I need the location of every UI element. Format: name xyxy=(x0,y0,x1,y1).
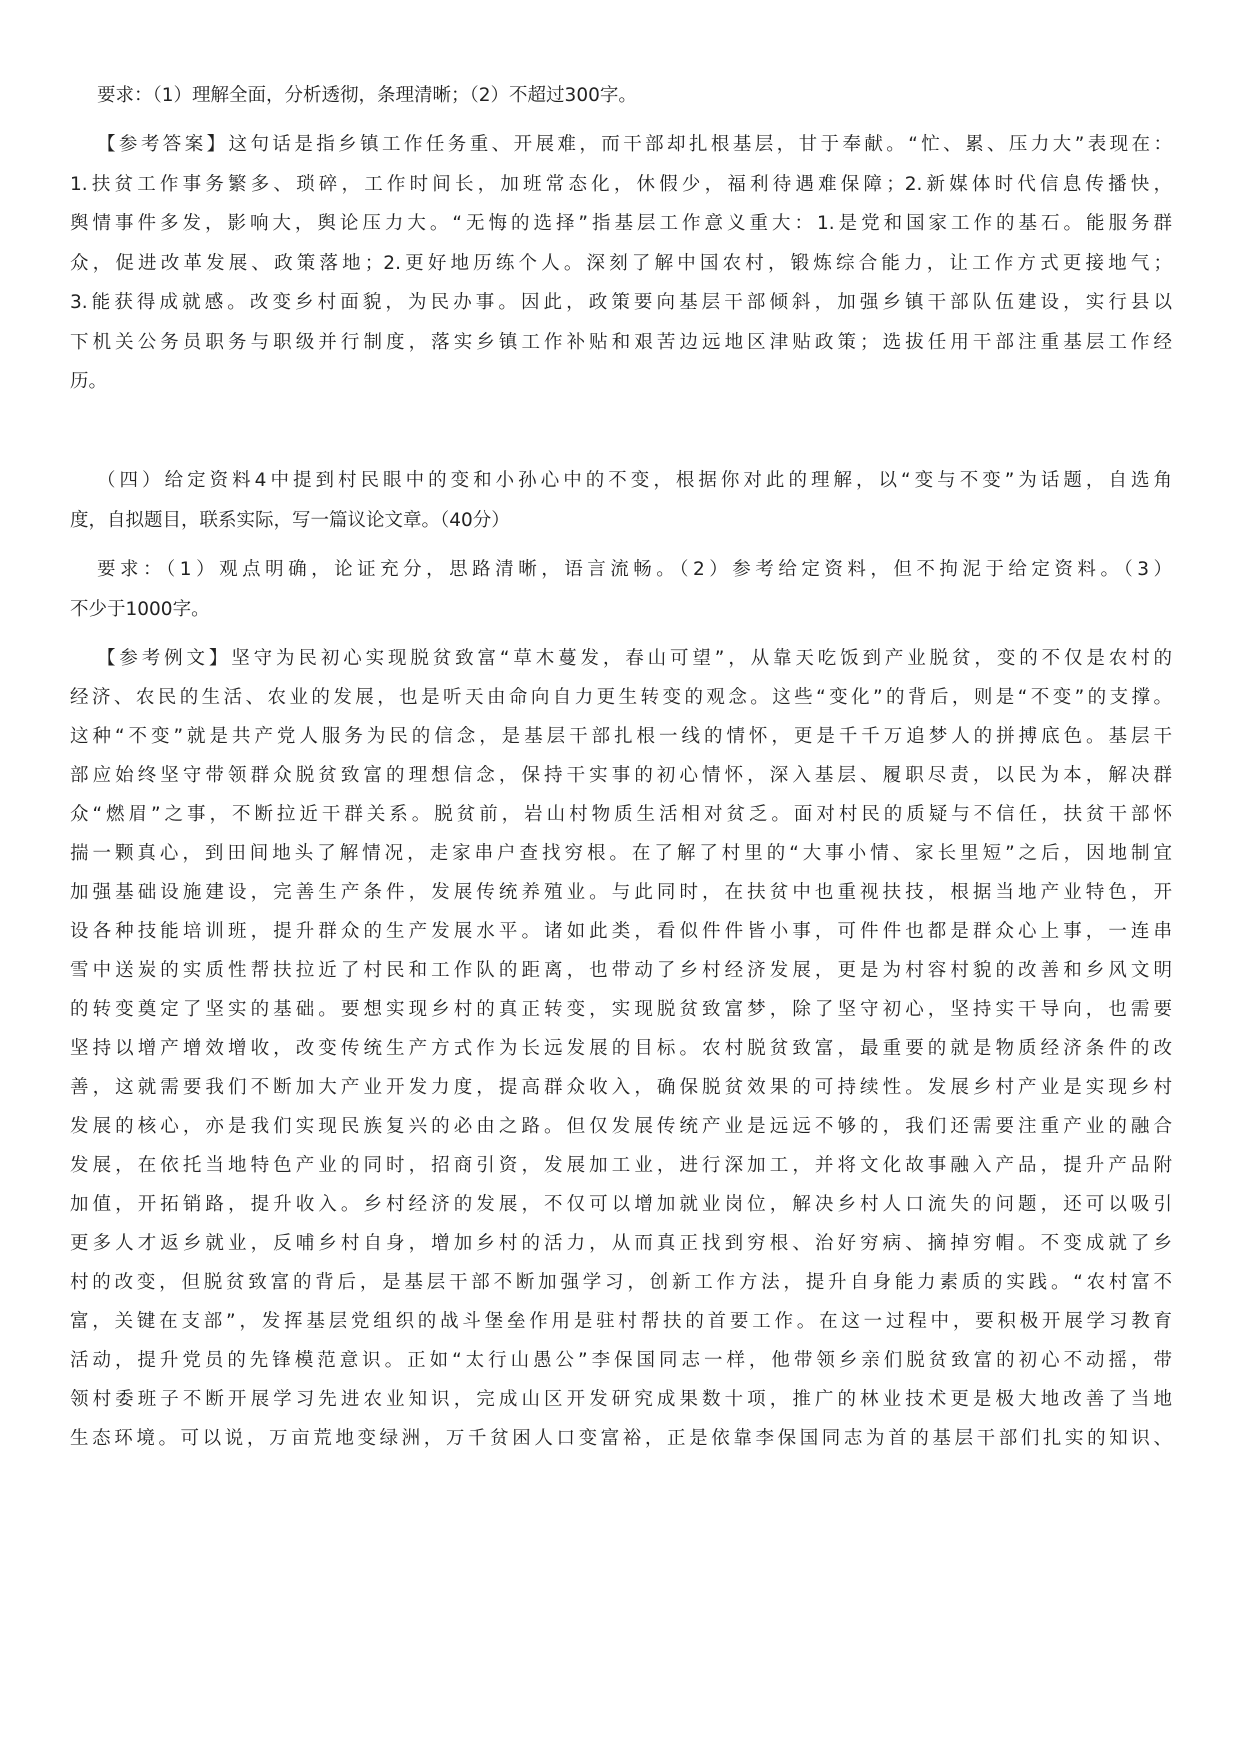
text-line: 经济、农民的生活、农业的发展，也是听天由命向自力更生转变的观念。这些“变化”的背后，则是“不变”的支撑。 xyxy=(70,687,1172,708)
text-line: 雪中送炭的实质性帮扶拉近了村民和工作队的距离，也带动了乡村经济发展，更是为村容村貌的改善和乡风文明 xyxy=(70,960,1172,981)
text-line: 舆情事件多发，影响大，舆论压力大。“无悔的选择”指基层工作意义重大：1.是党和国家工作的基石。能服务群 xyxy=(70,213,1172,234)
text-line: 众“燃眉”之事，不断拉近干群关系。脱贫前，岩山村物质生活相对贫乏。面对村民的质疑与不信任，扶贫干部怀 xyxy=(70,804,1172,825)
text-line: 要求：（1）观点明确，论证充分，思路清晰，语言流畅。（2）参考给定资料，但不拘泥于给定资料。（3） xyxy=(97,559,1172,580)
text-line: 坚持以增产增效增收，改变传统生产方式作为长远发展的目标。农村脱贫致富，最重要的就是物质经济条件的改 xyxy=(70,1038,1172,1059)
text-line: 部应始终坚守带领群众脱贫致富的理想信念，保持干实事的初心情怀，深入基层、履职尽责，以民为本，解决群 xyxy=(70,765,1172,786)
text-line: 加值，开拓销路，提升收入。乡村经济的发展，不仅可以增加就业岗位，解决乡村人口流失的问题，还可以吸引 xyxy=(70,1194,1172,1215)
text-line: 活动，提升党员的先锋模范意识。正如“太行山愚公”李保国同志一样，他带领乡亲们脱贫致富的初心不动摇，带 xyxy=(70,1350,1172,1371)
text-line: 历。 xyxy=(70,371,108,392)
text-line: 这种“不变”就是共产党人服务为民的信念，是基层干部扎根一线的情怀，更是千千万追梦人的拼搏底色。基层干 xyxy=(70,726,1172,747)
text-line: 揣一颗真心，到田间地头了解情况，走家串户查找穷根。在了解了村里的“大事小情、家长里短”之后，因地制宜 xyxy=(70,843,1172,864)
text-line: 【参考答案】这句话是指乡镇工作任务重、开展难，而干部却扎根基层，甘于奉献。“忙、累、压力大”表现在： xyxy=(97,134,1172,155)
text-line: 1.扶贫工作事务繁多、琐碎，工作时间长，加班常态化，休假少，福利待遇难保障；2.新媒体时代信息传播快， xyxy=(70,173,1172,195)
text-line: 领村委班子不断开展学习先进农业知识，完成山区开发研究成果数十项，推广的林业技术更是极大地改善了当地 xyxy=(70,1389,1172,1410)
text-line: 的转变奠定了坚实的基础。要想实现乡村的真正转变，实现脱贫致富梦，除了坚守初心，坚持实干导向，也需要 xyxy=(70,999,1172,1020)
text-line: 3.能获得成就感。改变乡村面貌，为民办事。因此，政策要向基层干部倾斜，加强乡镇干部队伍建设，实行县以 xyxy=(70,292,1172,313)
text-line: 【参考例文】坚守为民初心实现脱贫致富“草木蔓发，春山可望”，从靠天吃饭到产业脱贫，变的不仅是农村的 xyxy=(97,648,1172,669)
text-line: 生态环境。可以说，万亩荒地变绿洲，万千贫困人口变富裕，正是依靠李保国同志为首的基层干部们扎实的知识、 xyxy=(70,1428,1172,1449)
text-line: 加强基础设施建设，完善生产条件，发展传统养殖业。与此同时，在扶贫中也重视扶技，根据当地产业特色，开 xyxy=(70,882,1172,903)
text-line: 不少于1000字。 xyxy=(70,598,210,620)
text-line: 发展，在依托当地特色产业的同时，招商引资，发展加工业，进行深加工，并将文化故事融入产品，提升产品附 xyxy=(70,1155,1172,1176)
text-line: 发展的核心，亦是我们实现民族复兴的必由之路。但仅发展传统产业是远远不够的，我们还需要注重产业的融合 xyxy=(70,1116,1172,1137)
text-line: 要求：（1）理解全面，分析透彻，条理清晰；（2）不超过300字。 xyxy=(97,85,637,106)
text-line: 下机关公务员职务与职级并行制度，落实乡镇工作补贴和艰苦边远地区津贴政策；选拔任用干部注重基层工作经 xyxy=(70,331,1172,353)
text-line: 村的改变，但脱贫致富的背后，是基层干部不断加强学习，创新工作方法，提升自身能力素质的实践。“农村富不 xyxy=(70,1272,1172,1293)
text-line: （四）给定资料4中提到村民眼中的变和小孙心中的不变，根据你对此的理解，以“变与不变”为话题，自选角 xyxy=(97,470,1172,491)
text-line: 富，关键在支部”，发挥基层党组织的战斗堡垒作用是驻村帮扶的首要工作。在这一过程中，要积极开展学习教育 xyxy=(70,1311,1172,1332)
text-line: 设各种技能培训班，提升群众的生产发展水平。诸如此类，看似件件皆小事，可件件也都是群众心上事，一连串 xyxy=(70,921,1172,942)
text-line: 更多人才返乡就业，反哺乡村自身，增加乡村的活力，从而真正找到穷根、治好穷病、摘掉穷帽。不变成就了乡 xyxy=(70,1233,1172,1254)
text-line: 众，促进改革发展、政策落地；2.更好地历练个人。深刻了解中国农村，锻炼综合能力，让工作方式更接地气； xyxy=(70,252,1172,274)
text-line: 度，自拟题目，联系实际，写一篇议论文章。（40分） xyxy=(70,509,510,531)
text-line: 善，这就需要我们不断加大产业开发力度，提高群众收入，确保脱贫效果的可持续性。发展乡村产业是实现乡村 xyxy=(70,1077,1172,1098)
